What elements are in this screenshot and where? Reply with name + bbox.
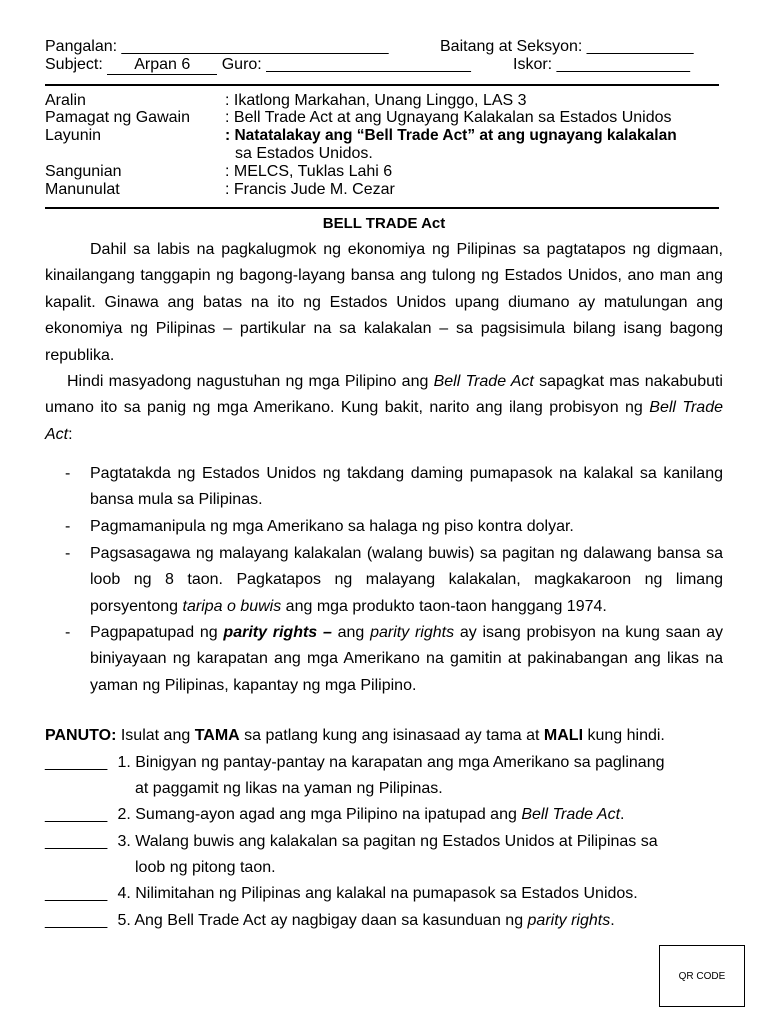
question-5: _______ 5. Ang Bell Trade Act ay nagbigay daan sa kasunduan ng parity rights. bbox=[45, 912, 615, 929]
info-label-sangunian: Sangunian bbox=[45, 163, 122, 180]
paragraph-1: Dahil sa labis na pagkalugmok ng ekonomiya ng Pilipinas sa pagtatapos ng digmaan, kinailangang tanggapin ng bagong-layang bansa ang tulong ng Estados Unidos, ano man ang kapalit. Ginawa ang batas na ito ng Estados Unidos upang diumano ay matulungan ang ekonomiya ng Pilipinas – partikular na sa kalakalan – sa pagsisimula bilang isang bagong republika. bbox=[45, 241, 723, 364]
name-field[interactable]: ______________________________ bbox=[121, 38, 389, 55]
answer-blank-2[interactable]: _______ bbox=[45, 806, 108, 823]
bullet-2: Pagmamanipula ng mga Amerikano sa halaga ng piso kontra dolyar. bbox=[90, 518, 574, 535]
subject-label: Subject: bbox=[45, 56, 103, 73]
info-value-pamagat: : Bell Trade Act at ang Ugnayang Kalakalan sa Estados Unidos bbox=[225, 109, 672, 126]
question-3: _______ 3. Walang buwis ang kalakalan sa pagitan ng Estados Unidos at Pilipinas sa bbox=[45, 833, 658, 850]
score-field[interactable]: _______________ bbox=[556, 56, 691, 73]
subject-value: Arpan 6 bbox=[107, 56, 217, 75]
answer-blank-3[interactable]: _______ bbox=[45, 833, 108, 850]
instructions: PANUTO: Isulat ang TAMA sa patlang kung ang isinasaad ay tama at MALI kung hindi. bbox=[45, 727, 665, 744]
answer-blank-1[interactable]: _______ bbox=[45, 754, 108, 771]
question-1-cont: at paggamit ng likas na yaman ng Pilipinas. bbox=[135, 780, 443, 797]
grade-label: Baitang at Seksyon: bbox=[440, 38, 583, 55]
teacher-label: Guro: bbox=[221, 56, 262, 73]
question-2: _______ 2. Sumang-ayon agad ang mga Pilipino na ipatupad ang Bell Trade Act. bbox=[45, 806, 625, 823]
info-value-sangunian: : MELCS, Tuklas Lahi 6 bbox=[225, 163, 393, 180]
divider-bottom bbox=[45, 207, 719, 209]
info-label-pamagat: Pamagat ng Gawain bbox=[45, 109, 190, 126]
page-title: BELL TRADE Act bbox=[322, 215, 446, 232]
score-label: Iskor: bbox=[513, 56, 553, 73]
name-label: Pangalan: bbox=[45, 38, 118, 55]
paragraph-2: Hindi masyadong nagustuhan ng mga Pilipino ang Bell Trade Act sapagkat mas nakabubuti umano ito sa panig ng mga Amerikano. Kung bakit, narito ang ilang probisyon ng Bell Trade Act: bbox=[45, 373, 723, 443]
info-value-manunulat: : Francis Jude M. Cezar bbox=[225, 181, 395, 198]
grade-field[interactable]: ____________ bbox=[586, 38, 694, 55]
qr-code-box bbox=[659, 945, 745, 1007]
info-label-manunulat: Manunulat bbox=[45, 181, 120, 198]
name-row bbox=[45, 38, 388, 56]
info-label-aralin: Aralin bbox=[45, 92, 86, 109]
teacher-field[interactable]: _______________________ bbox=[266, 56, 471, 73]
question-4: _______ 4. Nilimitahan ng Pilipinas ang kalakal na pumapasok sa Estados Unidos. bbox=[45, 885, 638, 902]
info-value-aralin: : Ikatlong Markahan, Unang Linggo, LAS 3 bbox=[225, 92, 527, 109]
answer-blank-4[interactable]: _______ bbox=[45, 885, 108, 902]
bullet-dash-1: - bbox=[65, 465, 71, 482]
info-value-layunin: : Natatalakay ang “Bell Trade Act” at ang ugnayang kalakalan bbox=[225, 127, 677, 144]
grade-row bbox=[440, 38, 694, 56]
question-1: _______ 1. Binigyan ng pantay-pantay na karapatan ang mga Amerikano sa paglinang bbox=[45, 754, 665, 771]
divider-top bbox=[45, 84, 719, 86]
bullet-dash-2: - bbox=[65, 518, 71, 535]
bullet-4: Pagpapatupad ng parity rights – ang parity rights ay isang probisyon na kung saan ay biniyayaan ng karapatan ang mga Amerikano na gamitin at pakinabangan ang likas na yaman ng Pilipinas, kapantay ng mga Pilipino. bbox=[90, 624, 724, 694]
question-3-cont: loob ng pitong taon. bbox=[135, 859, 276, 876]
answer-blank-5[interactable]: _______ bbox=[45, 912, 108, 929]
subject-row bbox=[45, 56, 471, 75]
bullet-3: Pagsasagawa ng malayang kalakalan (walang buwis) sa pagitan ng dalawang bansa sa loob ng 8 taon. Pagkatapos ng malayang kalakalan, magkakaroon ng limang porsyentong taripa o buwis ang mga produkto taon-taon hanggang 1974. bbox=[90, 545, 723, 615]
info-label-layunin: Layunin bbox=[45, 127, 102, 144]
bullet-dash-3: - bbox=[65, 545, 71, 562]
bullet-dash-4: - bbox=[65, 624, 71, 641]
bullet-1: Pagtatakda ng Estados Unidos ng takdang daming pumapasok na kalakal sa kanilang bansa mula sa Pilipinas. bbox=[90, 465, 723, 509]
score-row bbox=[513, 56, 690, 74]
info-value-layunin-cont: sa Estados Unidos. bbox=[235, 145, 373, 162]
qr-code-label: QR CODE bbox=[678, 970, 726, 982]
